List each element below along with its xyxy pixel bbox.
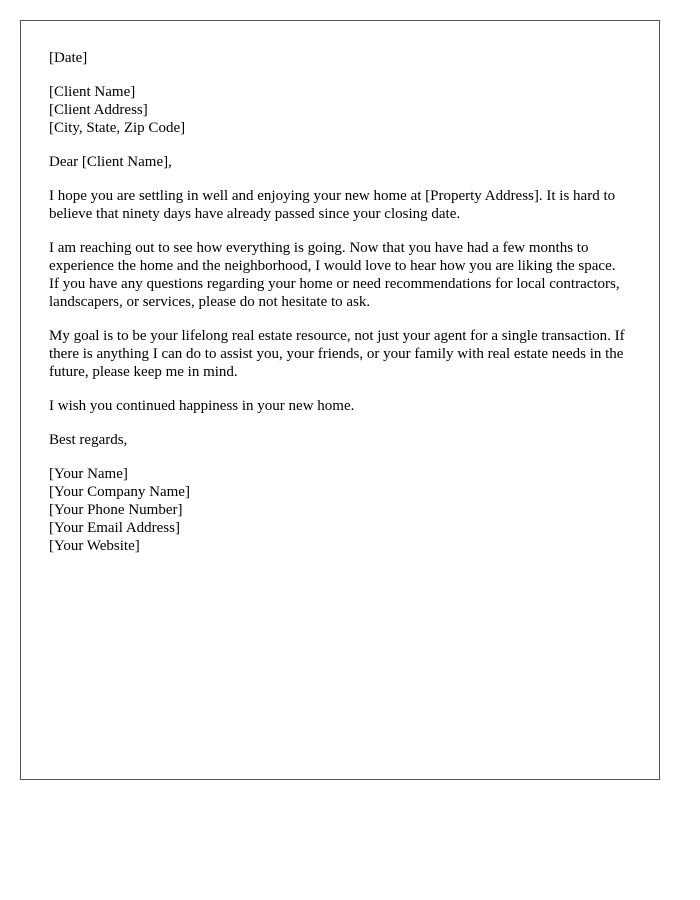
signature-email: [Your Email Address]	[49, 520, 180, 536]
signature-phone: [Your Phone Number]	[49, 502, 183, 518]
closing: Best regards,	[49, 432, 128, 448]
recipient-name: [Client Name]	[49, 84, 136, 100]
letter-page	[20, 20, 660, 780]
body-paragraph-2: I am reaching out to see how everything is going. Now that you have had a few months to experience the home and the neighborhood, I would love to hear how you are liking the space. If you have any questions regarding your home or need recommendations for local contractors, landscapers, or services, please do not hesitate to ask.	[49, 240, 620, 310]
signature-company: [Your Company Name]	[49, 484, 190, 500]
recipient-city-state-zip: [City, State, Zip Code]	[49, 120, 186, 136]
closing-block	[49, 431, 629, 449]
salutation-block	[49, 153, 629, 171]
body-paragraph-4: I wish you continued happiness in your new home.	[49, 398, 355, 414]
body-paragraph-3: My goal is to be your lifelong real estate resource, not just your agent for a single transaction. If there is anything I can do to assist you, your friends, or your family with real estate needs in the future, please keep me in mind.	[49, 328, 625, 380]
letter-body	[49, 49, 629, 571]
signature-name: [Your Name]	[49, 466, 128, 482]
recipient-address: [Client Address]	[49, 102, 148, 118]
signature-block	[49, 465, 629, 555]
date-block	[49, 49, 629, 67]
salutation: Dear [Client Name],	[49, 154, 172, 170]
recipient-address-block	[49, 83, 629, 137]
signature-website: [Your Website]	[49, 538, 140, 554]
body-paragraph-1: I hope you are settling in well and enjoying your new home at [Property Address]. It is hard to believe that ninety days have already passed since your closing date.	[49, 188, 616, 222]
letter-date: [Date]	[49, 50, 88, 66]
